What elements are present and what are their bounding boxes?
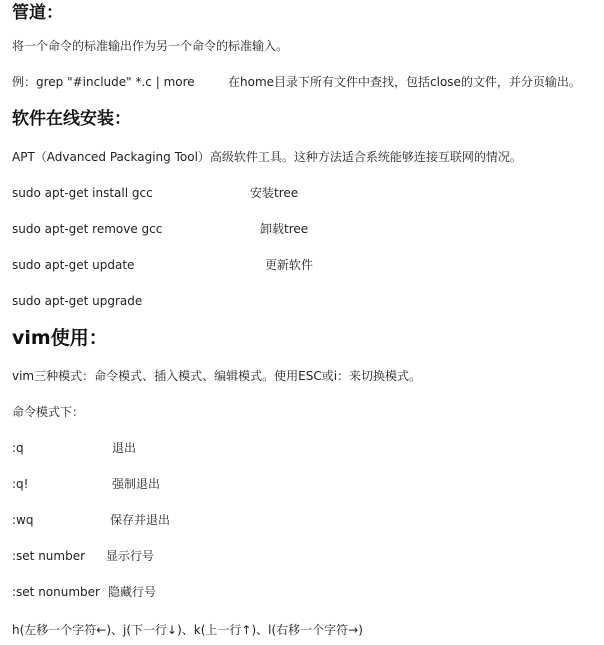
install-command: sudo apt-get upgrade [12, 294, 143, 308]
vim-command: :set number [12, 549, 86, 563]
vim-command-note: 显示行号 [106, 549, 155, 563]
vim-command-note: 隐藏行号 [108, 585, 157, 599]
vim-command: :q [12, 441, 24, 455]
vim-command-mode-label: 命令模式下： [12, 405, 85, 419]
install-command-note: 更新软件 [265, 258, 314, 272]
vim-command: :q! [12, 477, 29, 491]
section-heading-vim: vim使用： [12, 327, 108, 349]
section-heading-pipe: 管道： [12, 3, 63, 23]
install-command-note: 卸载tree [260, 222, 309, 236]
vim-command: :set nonumber [12, 585, 100, 599]
vim-command: :wq [12, 513, 34, 527]
pipe-description: 将一个命令的标准输出作为另一个命令的标准输入。 [12, 39, 289, 53]
section-heading-install: 软件在线安装： [12, 109, 131, 129]
install-command: sudo apt-get remove gcc [12, 222, 163, 236]
vim-command-note: 退出 [112, 441, 137, 455]
vim-command-note: 保存并退出 [110, 513, 171, 527]
install-command: sudo apt-get install gcc [12, 186, 153, 200]
pipe-example-description: 在home目录下所有文件中查找，包括close的文件，并分页输出。 [228, 75, 581, 89]
vim-movement-keys: h(左移一个字符←)、j(下一行↓)、k(上一行↑)、l(右移一个字符→) [12, 623, 363, 637]
vim-command-note: 强制退出 [112, 477, 161, 491]
vim-modes-description: vim三种模式：命令模式、插入模式、编辑模式。使用ESC或i：来切换模式。 [12, 369, 422, 383]
install-command-note: 安装tree [250, 186, 299, 200]
pipe-example-command: 例：grep "#include" *.c | more [12, 75, 195, 89]
install-description: APT（Advanced Packaging Tool）高级软件工具。这种方法适合系统能够连接互联网的情况。 [12, 150, 522, 164]
install-command: sudo apt-get update [12, 258, 135, 272]
